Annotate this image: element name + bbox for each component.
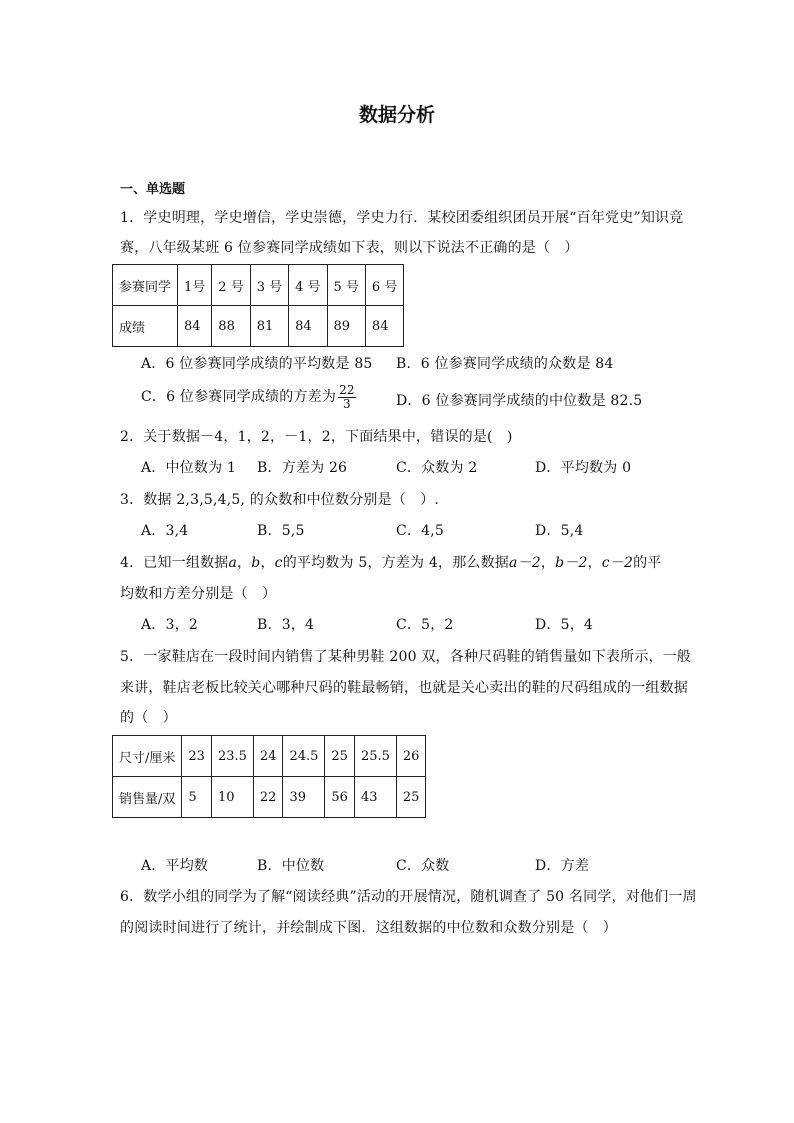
table-cell: 10 <box>211 777 253 818</box>
table-row <box>113 265 404 306</box>
q4-option-d: D．5，4 <box>535 617 594 633</box>
table-cell: 23 <box>182 736 212 777</box>
table-cell: 销售量/双 <box>113 777 182 818</box>
table-cell: 22 <box>253 777 283 818</box>
table-cell: 2 号 <box>212 265 250 306</box>
section-heading: 一、单选题 <box>120 182 186 197</box>
question-5-table <box>112 735 426 818</box>
q1-option-c <box>141 384 356 410</box>
table-cell: 56 <box>325 777 355 818</box>
q2-option-a: A．中位数为 1 <box>141 460 237 476</box>
expr-b-minus-2: b－2 <box>555 555 588 571</box>
q5-option-a: A．平均数 <box>141 858 209 874</box>
q1-option-b: B．6 位参赛同学成绩的众数是 84 <box>396 356 614 372</box>
q4-text-b: 的平均数为 5，方差为 4，那么数据 <box>282 555 510 571</box>
table-cell: 成绩 <box>113 306 178 347</box>
question-1-table <box>112 264 404 347</box>
table-cell: 3 号 <box>250 265 288 306</box>
page-title: 数据分析 <box>358 104 435 126</box>
table-row <box>113 306 404 347</box>
table-cell: 43 <box>354 777 396 818</box>
q4-text-a: 4．已知一组数据 <box>120 555 229 571</box>
q4-text-c: 的平 <box>633 555 662 571</box>
q2-option-b: B．方差为 26 <box>257 460 348 476</box>
fraction-numerator: 22 <box>339 383 355 397</box>
table-cell: 88 <box>212 306 250 347</box>
q5-option-b: B．中位数 <box>257 858 325 874</box>
question-5-line-2: 来讲，鞋店老板比较关心哪种尺码的鞋最畅销，也就是关心卖出的鞋的尺码组成的一组数据 <box>120 680 688 696</box>
q5-option-c: C．众数 <box>396 858 450 874</box>
fraction <box>338 384 356 410</box>
table-cell: 6 号 <box>365 265 403 306</box>
table-cell: 25 <box>396 777 426 818</box>
var-a: a <box>228 555 238 571</box>
expr-a-minus-2: a－2 <box>509 555 541 571</box>
table-cell: 25 <box>325 736 355 777</box>
var-c: c <box>274 555 283 571</box>
table-cell: 84 <box>178 306 212 347</box>
table-cell: 1号 <box>178 265 212 306</box>
question-5-line-1: 5．一家鞋店在一段时间内销售了某种男鞋 200 双，各种尺码鞋的销售量如下表所示，一般 <box>120 649 692 665</box>
q3-option-c: C．4,5 <box>396 523 444 539</box>
question-1-line-2: 赛，八年级某班 6 位参赛同学成绩如下表，则以下说法不正确的是（ ） <box>120 240 579 256</box>
table-cell: 24.5 <box>283 736 325 777</box>
table-cell: 4 号 <box>289 265 327 306</box>
table-cell: 5 <box>182 777 212 818</box>
q3-option-d: D．5,4 <box>535 523 584 539</box>
expr-c-minus-2: c－2 <box>601 555 634 571</box>
q4-option-a: A．3，2 <box>141 617 198 633</box>
q4-sep: ， <box>540 555 556 571</box>
table-cell: 26 <box>396 736 426 777</box>
table-cell: 39 <box>283 777 325 818</box>
q5-option-d: D．方差 <box>535 858 590 874</box>
table-cell: 81 <box>250 306 288 347</box>
table-cell: 89 <box>327 306 365 347</box>
table-cell: 84 <box>365 306 403 347</box>
q3-option-a: A．3,4 <box>141 523 189 539</box>
var-b: b <box>251 555 261 571</box>
table-cell: 84 <box>289 306 327 347</box>
table-row <box>113 777 426 818</box>
question-5-line-3: 的（ ） <box>120 710 177 726</box>
q4-option-b: B．3，4 <box>257 617 315 633</box>
question-4-line-2: 均数和方差分别是（ ） <box>120 586 277 602</box>
question-4-line-1 <box>120 556 662 570</box>
question-1-line-1: 1．学史明理，学史增信，学史崇德，学史力行．某校团委组织团员开展“百年党史”知识竞 <box>120 210 684 226</box>
table-cell: 25.5 <box>354 736 396 777</box>
question-3: 3．数据 2,3,5,4,5, 的众数和中位数分别是（ ）. <box>120 492 440 508</box>
table-cell: 参赛同学 <box>113 265 178 306</box>
table-row <box>113 736 426 777</box>
q1-option-d: D．6 位参赛同学成绩的中位数是 82.5 <box>396 393 643 409</box>
table-cell: 5 号 <box>327 265 365 306</box>
fraction-denominator: 3 <box>342 396 351 411</box>
q1-option-c-text: C．6 位参赛同学成绩的方差为 <box>141 389 337 406</box>
q3-option-b: B．5,5 <box>257 523 305 539</box>
question-6-line-2: 的阅读时间进行了统计，并绘制成下图．这组数据的中位数和众数分别是（ ） <box>120 920 617 936</box>
question-2: 2．关于数据－4，1，2，－1，2，下面结果中，错误的是( ) <box>120 429 513 445</box>
q4-sep: ， <box>260 555 275 571</box>
question-6-line-1: 6．数学小组的同学为了解“阅读经典”活动的开展情况，随机调查了 50 名同学，对他们一周 <box>120 889 697 905</box>
q2-option-c: C．众数为 2 <box>396 460 478 476</box>
table-cell: 尺寸/厘米 <box>113 736 182 777</box>
table-cell: 23.5 <box>211 736 253 777</box>
q2-option-d: D．平均数为 0 <box>535 460 632 476</box>
q1-option-a: A．6 位参赛同学成绩的平均数是 85 <box>141 356 373 372</box>
q4-sep: ， <box>237 555 252 571</box>
q4-option-c: C．5，2 <box>396 617 454 633</box>
q4-sep: ， <box>587 555 602 571</box>
table-cell: 24 <box>253 736 283 777</box>
